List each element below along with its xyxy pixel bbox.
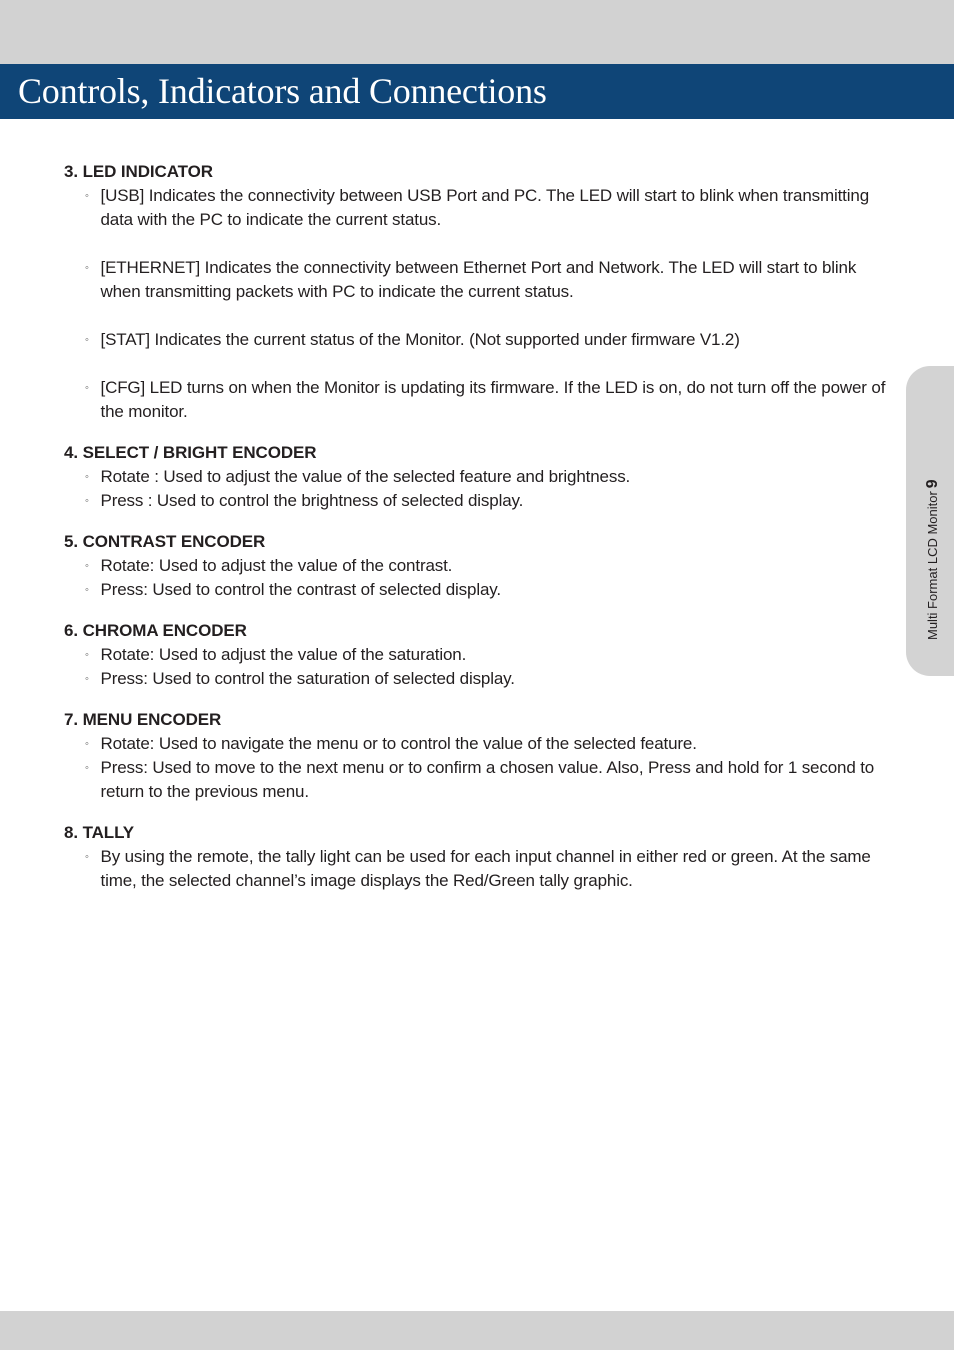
item-text: Press: Used to move to the next menu or to confirm a chosen value. Also, Press and hold for 1 second to return to the previous menu.	[100, 758, 875, 801]
bullet-icon: ◦	[85, 584, 89, 596]
list-item	[64, 256, 894, 304]
item-list	[64, 845, 894, 893]
list-item	[64, 465, 894, 489]
top-band	[0, 0, 954, 64]
item-text: [ETHERNET] Indicates the connectivity between Ethernet Port and Network. The LED will start to blink when transmitting packets with PC to indicate the current status.	[100, 258, 857, 301]
bullet-icon: ◦	[85, 382, 89, 394]
list-item	[64, 732, 894, 756]
item-text: [STAT] Indicates the current status of the Monitor. (Not supported under firmware V1.2)	[100, 330, 740, 349]
list-item	[64, 845, 894, 893]
page-title: Controls, Indicators and Connections	[18, 71, 547, 111]
bullet-icon: ◦	[85, 762, 89, 774]
list-item	[64, 184, 894, 232]
bullet-icon: ◦	[85, 262, 89, 274]
item-text: Press : Used to control the brightness of selected display.	[100, 491, 524, 510]
bullet-icon: ◦	[85, 738, 89, 750]
content	[64, 160, 894, 910]
item-list	[64, 465, 894, 513]
item-text: Rotate: Used to adjust the value of the contrast.	[100, 556, 453, 575]
item-text: By using the remote, the tally light can be used for each input channel in either red or green. At the same time, the selected channel’s image displays the Red/Green tally graphic.	[100, 847, 871, 890]
list-item	[64, 578, 894, 602]
section-select-bright-encoder	[64, 441, 894, 513]
item-text: [CFG] LED turns on when the Monitor is updating its firmware. If the LED is on, do not turn off the power of the monitor.	[100, 378, 886, 421]
section-heading: 6. CHROMA ENCODER	[64, 621, 247, 640]
list-item	[64, 756, 894, 804]
bullet-icon: ◦	[85, 649, 89, 661]
bullet-icon: ◦	[85, 190, 89, 202]
section-tally	[64, 821, 894, 893]
bullet-icon: ◦	[85, 334, 89, 346]
side-tab-label	[925, 479, 941, 640]
item-list	[64, 643, 894, 691]
bullet-icon: ◦	[85, 673, 89, 685]
title-bar	[0, 64, 954, 119]
item-list	[64, 184, 894, 424]
section-heading: 5. CONTRAST ENCODER	[64, 532, 266, 551]
bullet-icon: ◦	[85, 495, 89, 507]
section-heading: 8. TALLY	[64, 823, 135, 842]
list-item	[64, 489, 894, 513]
list-item	[64, 667, 894, 691]
section-chroma-encoder	[64, 619, 894, 691]
side-tab-title: Multi Format LCD Monitor	[925, 491, 940, 640]
item-text: [USB] Indicates the connectivity between USB Port and PC. The LED will start to blink when transmitting data with the PC to indicate the current status.	[100, 186, 869, 229]
bullet-icon: ◦	[85, 560, 89, 572]
item-text: Press: Used to control the saturation of selected display.	[100, 669, 515, 688]
page-number: 9	[924, 479, 941, 489]
section-heading: 7. MENU ENCODER	[64, 710, 222, 729]
section-heading: 4. SELECT / BRIGHT ENCODER	[64, 443, 317, 462]
section-contrast-encoder	[64, 530, 894, 602]
item-list	[64, 732, 894, 804]
item-text: Rotate : Used to adjust the value of the selected feature and brightness.	[100, 467, 631, 486]
item-text: Rotate: Used to navigate the menu or to control the value of the selected feature.	[100, 734, 697, 753]
bullet-icon: ◦	[85, 851, 89, 863]
item-text: Rotate: Used to adjust the value of the saturation.	[100, 645, 467, 664]
item-text: Press: Used to control the contrast of selected display.	[100, 580, 501, 599]
section-menu-encoder	[64, 708, 894, 804]
list-item	[64, 376, 894, 424]
item-list	[64, 554, 894, 602]
section-led-indicator	[64, 160, 894, 424]
bullet-icon: ◦	[85, 471, 89, 483]
section-heading: 3. LED INDICATOR	[64, 162, 213, 181]
bottom-band	[0, 1311, 954, 1350]
list-item	[64, 643, 894, 667]
list-item	[64, 554, 894, 578]
list-item	[64, 328, 894, 352]
